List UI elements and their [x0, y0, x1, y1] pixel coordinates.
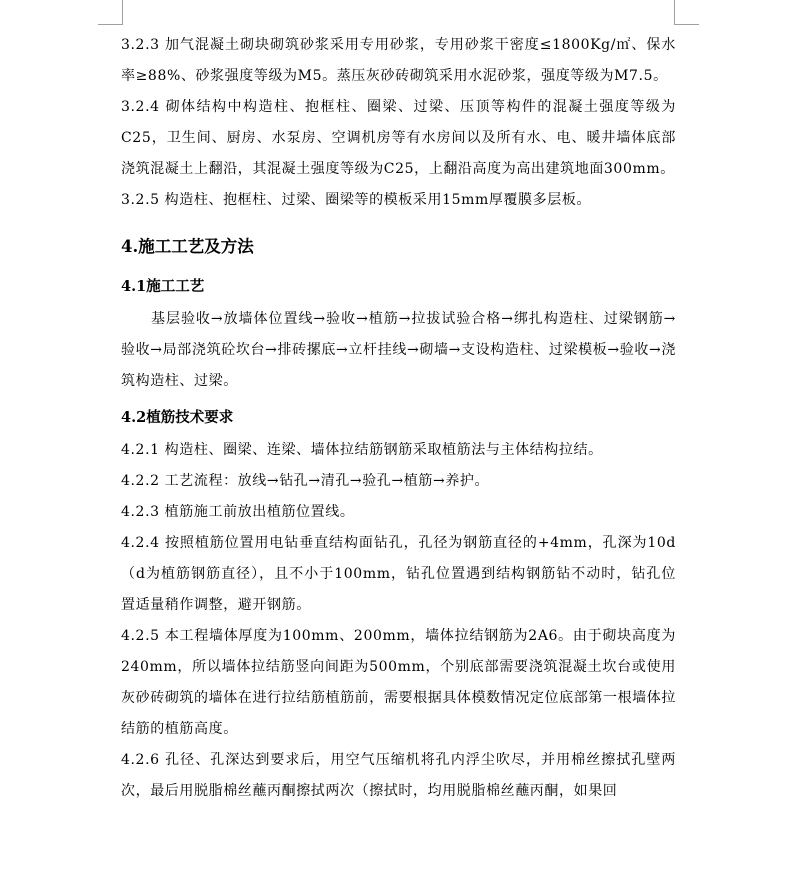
- paragraph-3-2-5: 3.2.5 构造柱、抱框柱、过梁、圈梁等的模板采用15mm厚覆膜多层板。: [121, 192, 592, 208]
- page-corner-mark-right: [674, 0, 699, 25]
- paragraph-4-2-4: 4.2.4 按照植筋位置用电钻垂直结构面钻孔，孔径为钢筋直径的+4mm，孔深为10d（d为植筋钢筋直径），且不小于100mm，钻孔位置遇到结构钢筋钻不动时，钻孔位置适量稍作调整，避开钢筋。: [121, 535, 676, 613]
- paragraph-4-2-1: 4.2.1 构造柱、圈梁、连梁、墙体拉结筋钢筋采取植筋法与主体结构拉结。: [121, 442, 603, 458]
- paragraph-3-2-3: 3.2.3 加气混凝土砌块砌筑砂浆采用专用砂浆，专用砂浆干密度≤1800Kg/㎡、保水率≥88%、砂浆强度等级为M5。蒸压灰砂砖砌筑采用水泥砂浆，强度等级为M7.5。: [121, 37, 676, 84]
- paragraph-4-2-2: 4.2.2 工艺流程：放线→钻孔→清孔→验孔→植筋→养护。: [121, 473, 490, 489]
- paragraph-4-2-3: 4.2.3 植筋施工前放出植筋位置线。: [121, 504, 355, 520]
- section-4-2-heading: 4.2植筋技术要求: [121, 409, 234, 426]
- paragraph-3-2-4: 3.2.4 砌体结构中构造柱、抱框柱、圈梁、过梁、压顶等构件的混凝土强度等级为C25，卫生间、厨房、水泵房、空调机房等有水房间以及所有水、电、暖井墙体底部浇筑混凝土上翻沿，其混凝土强度等级为C25，上翻沿高度为高出建筑地面300mm。: [121, 99, 676, 177]
- page-corner-mark-left: [98, 0, 123, 25]
- document-page: [121, 30, 676, 807]
- section-4-1-heading: 4.1施工工艺: [121, 278, 205, 295]
- paragraph-4-2-6: 4.2.6 孔径、孔深达到要求后，用空气压缩机将孔内浮尘吹尽，并用棉丝擦拭孔壁两次，最后用脱脂棉丝蘸丙酮擦拭两次（擦拭时，均用脱脂棉丝蘸丙酮，如果回: [121, 752, 676, 799]
- paragraph-4-2-5: 4.2.5 本工程墙体厚度为100mm、200mm，墙体拉结钢筋为2A6。由于砌块高度为240mm，所以墙体拉结筋竖向间距为500mm，个别底部需要浇筑混凝土坎台或使用灰砂砖砌筑的墙体在进行拉结筋植筋前，需要根据具体模数情况定位底部第一根墙体拉结筋的植筋高度。: [121, 628, 676, 737]
- section-4-heading: 4.施工工艺及方法: [121, 237, 254, 256]
- paragraph-4-1-process: 基层验收→放墙体位置线→验收→植筋→拉拔试验合格→绑扎构造柱、过梁钢筋→验收→局部浇筑砼坎台→排砖摞底→立杆挂线→砌墙→支设构造柱、过梁模板→验收→浇筑构造柱、过梁。: [121, 311, 676, 389]
